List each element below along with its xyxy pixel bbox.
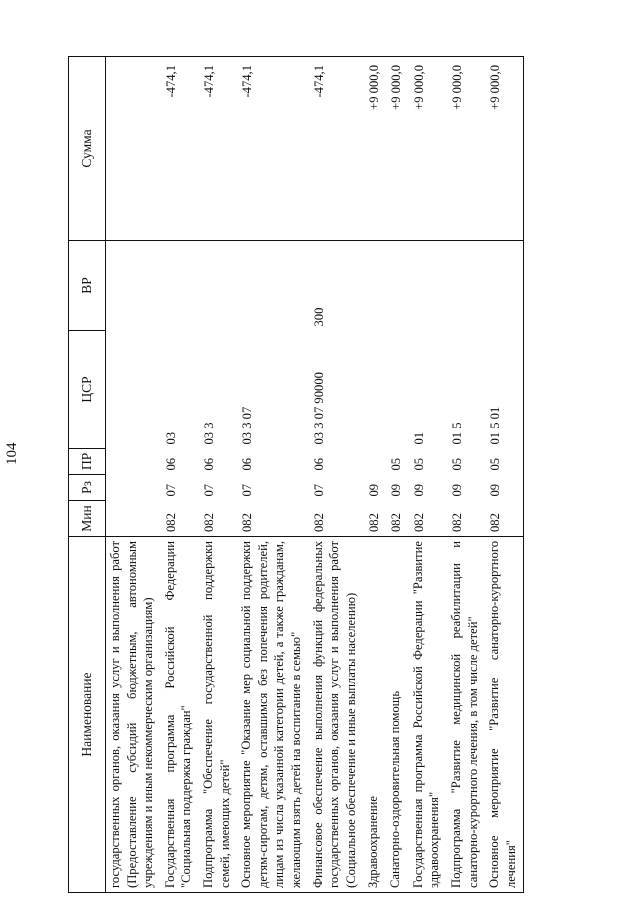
cell-name — [309, 537, 364, 893]
cell-name-text: Финансовое обеспечение выполнения функций федеральных государственных органов, оказания услуг и выполнения работ (Социальное обеспечение и иные выплаты населению) — [310, 541, 358, 888]
cell-sum — [485, 57, 524, 241]
cell-min — [106, 501, 161, 537]
cell-min-text: 082 — [449, 513, 464, 532]
cell-pr — [447, 449, 485, 475]
cell-sum — [161, 57, 199, 241]
table-row — [447, 57, 485, 893]
table-row — [409, 57, 447, 893]
header-rz: Рз — [69, 475, 106, 501]
cell-name — [161, 537, 199, 893]
cell-name-text: Подпрограмма "Обеспечение государственной поддержки семей, имеющих детей" — [201, 541, 232, 888]
cell-name — [199, 537, 237, 893]
cell-vr — [409, 241, 447, 331]
table-row — [386, 57, 409, 893]
cell-vr — [106, 241, 161, 331]
cell-csr — [485, 331, 524, 449]
cell-name — [409, 537, 447, 893]
cell-rz-text: 07 — [311, 483, 326, 497]
table-row — [161, 57, 199, 893]
cell-pr — [485, 449, 524, 475]
cell-min-text: 082 — [202, 513, 217, 532]
cell-vr — [161, 241, 199, 331]
cell-pr-text: 06 — [202, 457, 217, 471]
page-number: 104 — [4, 442, 20, 465]
cell-name-text: Здравоохранение — [365, 795, 380, 888]
cell-csr-text: 03 3 — [202, 422, 217, 445]
table-row — [364, 57, 387, 893]
cell-name-text: Основное мероприятие "Развитие санаторно-курортного лечения" — [487, 541, 518, 888]
cell-csr — [409, 331, 447, 449]
table-row — [237, 57, 308, 893]
header-csr: ЦСР — [69, 331, 106, 449]
cell-rz-text: 09 — [488, 483, 503, 497]
cell-csr — [447, 331, 485, 449]
cell-csr-text: 01 5 01 — [488, 406, 503, 445]
budget-table — [68, 56, 524, 893]
cell-pr — [199, 449, 237, 475]
cell-sum — [386, 57, 409, 241]
cell-pr-text: 05 — [411, 457, 426, 471]
cell-min — [485, 501, 524, 537]
cell-min-text: 082 — [311, 513, 326, 532]
cell-name-text: Государственная программа Российской Федерации "Социальная поддержка граждан" — [162, 541, 194, 888]
cell-sum-text: +9 000,0 — [366, 65, 381, 110]
cell-sum-text: -474,1 — [311, 65, 326, 98]
cell-rz-text: 07 — [240, 483, 255, 497]
cell-name-text: Основное мероприятие "Оказание мер социальной поддержки детям-сиротам, детям, оставшимся без попечения родителей, лицам из числа указанной категории детей, а также гражданам, желающим взять детей на воспитание в семью" — [239, 541, 304, 888]
cell-pr-text: 05 — [488, 457, 503, 471]
cell-sum — [364, 57, 387, 241]
cell-pr-text: 05 — [389, 457, 404, 471]
table-body — [106, 57, 524, 893]
cell-rz-text: 07 — [202, 483, 217, 497]
table-header — [69, 57, 106, 893]
cell-csr-text: 03 3 07 — [240, 406, 255, 445]
cell-sum-text: +9 000,0 — [449, 65, 464, 110]
cell-min — [364, 501, 387, 537]
cell-min — [386, 501, 409, 537]
cell-pr — [161, 449, 199, 475]
cell-sum — [199, 57, 237, 241]
cell-csr-text: 03 3 07 90000 — [311, 372, 326, 445]
cell-rz — [106, 475, 161, 501]
cell-rz-text: 09 — [389, 483, 404, 497]
cell-sum-text: +9 000,0 — [389, 65, 404, 110]
cell-pr — [364, 449, 387, 475]
header-sum: Сумма — [69, 57, 106, 241]
header-min: Мин — [69, 501, 106, 537]
table-row — [199, 57, 237, 893]
cell-rz — [364, 475, 387, 501]
header-pr: ПР — [69, 449, 106, 475]
cell-min — [309, 501, 364, 537]
cell-min-text: 082 — [488, 513, 503, 532]
cell-rz — [447, 475, 485, 501]
cell-rz-text: 07 — [163, 483, 178, 497]
cell-sum-text: +9 000,0 — [488, 65, 503, 110]
cell-csr-text: 03 — [163, 431, 178, 445]
cell-rz — [485, 475, 524, 501]
cell-pr — [309, 449, 364, 475]
cell-min — [409, 501, 447, 537]
cell-vr — [364, 241, 387, 331]
cell-csr — [199, 331, 237, 449]
cell-min — [237, 501, 308, 537]
cell-min-text: 082 — [389, 513, 404, 532]
cell-sum-text: -474,1 — [240, 65, 255, 98]
cell-csr — [106, 331, 161, 449]
table-row — [106, 57, 161, 893]
cell-name — [237, 537, 308, 893]
cell-vr — [237, 241, 308, 331]
cell-sum-text: +9 000,0 — [411, 65, 426, 110]
cell-rz — [199, 475, 237, 501]
cell-pr — [386, 449, 409, 475]
table-row — [485, 57, 524, 893]
cell-min-text: 082 — [163, 513, 178, 532]
cell-csr-text: 01 — [411, 431, 426, 445]
cell-sum — [106, 57, 161, 241]
header-name: Наименование — [69, 537, 106, 893]
cell-name — [106, 537, 161, 893]
cell-pr — [409, 449, 447, 475]
cell-pr-text: 06 — [311, 457, 326, 471]
cell-vr-text: 300 — [311, 307, 326, 327]
cell-pr-text: 06 — [163, 457, 178, 471]
cell-rz-text: 09 — [449, 483, 464, 497]
cell-sum — [409, 57, 447, 241]
cell-vr — [199, 241, 237, 331]
header-vr: ВР — [69, 241, 106, 331]
cell-vr — [386, 241, 409, 331]
cell-pr — [106, 449, 161, 475]
cell-rz-text: 09 — [366, 483, 381, 497]
cell-min-text: 082 — [411, 513, 426, 532]
cell-name — [447, 537, 485, 893]
cell-name-text: Подпрограмма "Развитие медицинской реабилитации и санаторно-курортного лечения, в том числе детей" — [448, 541, 480, 888]
cell-rz — [386, 475, 409, 501]
cell-min-text: 082 — [240, 513, 255, 532]
cell-name — [485, 537, 524, 893]
cell-pr — [237, 449, 308, 475]
cell-rz — [309, 475, 364, 501]
cell-name-text: государственных органов, оказания услуг и выполнения работ (Предоставление субсидий бюджетным, автономным учреждениям и иным некоммерческим организациям) — [108, 541, 156, 888]
cell-sum — [447, 57, 485, 241]
cell-pr-text: 06 — [240, 457, 255, 471]
cell-sum — [309, 57, 364, 241]
cell-name — [364, 537, 387, 893]
table-row — [309, 57, 364, 893]
cell-csr — [161, 331, 199, 449]
cell-csr — [237, 331, 308, 449]
cell-min — [161, 501, 199, 537]
cell-sum — [237, 57, 308, 241]
cell-rz — [409, 475, 447, 501]
cell-sum-text: -474,1 — [202, 65, 217, 98]
cell-vr — [309, 241, 364, 331]
cell-name — [386, 537, 409, 893]
cell-csr-text: 01 5 — [449, 422, 464, 445]
cell-rz — [161, 475, 199, 501]
cell-vr — [447, 241, 485, 331]
cell-sum-text: -474,1 — [163, 65, 178, 98]
cell-min — [199, 501, 237, 537]
cell-min — [447, 501, 485, 537]
cell-min-text: 082 — [366, 513, 381, 532]
cell-rz — [237, 475, 308, 501]
cell-pr-text: 05 — [449, 457, 464, 471]
cell-vr — [485, 241, 524, 331]
cell-name-text: Государственная программа Российской Федерации "Развитие здравоохранения" — [410, 541, 442, 888]
cell-csr — [386, 331, 409, 449]
cell-csr — [309, 331, 364, 449]
cell-rz-text: 09 — [411, 483, 426, 497]
cell-csr — [364, 331, 387, 449]
cell-name-text: Санаторно-оздоровительная помощь — [388, 690, 403, 888]
